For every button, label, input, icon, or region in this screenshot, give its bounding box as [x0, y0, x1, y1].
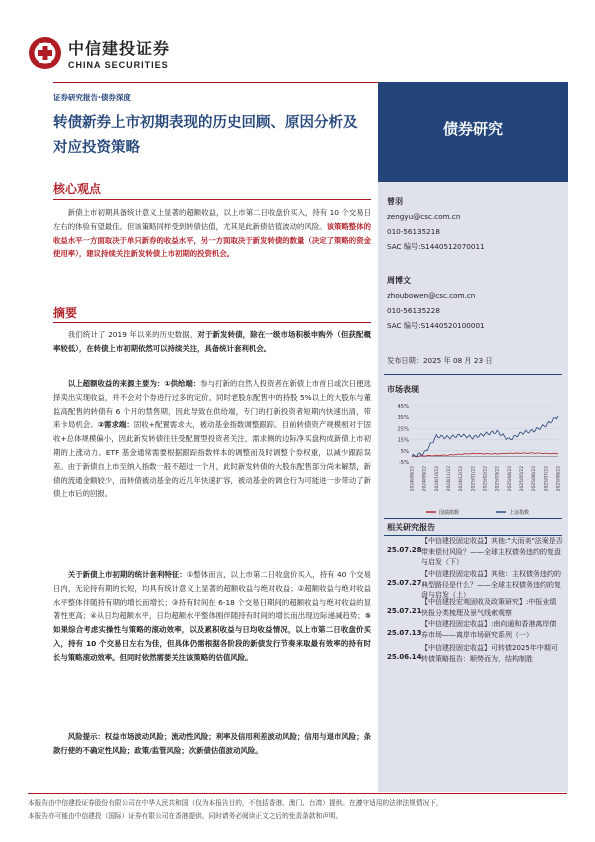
analyst-1-name: 曾羽 — [387, 197, 403, 206]
y-tick-label: 35% — [397, 415, 409, 422]
related-report-item[interactable] — [387, 536, 563, 568]
brand-mark-icon — [28, 36, 62, 70]
abstract-p1-a: 我们统计了 2019 年以来的历史数据， — [67, 330, 198, 339]
core-view-text-c: ，建议持续关注新发转债上市初期的投资机会。 — [78, 249, 235, 259]
core-view-rule — [53, 199, 371, 200]
related-top-rule — [384, 518, 562, 519]
analyst-2-sac: SAC 编号:S1440520100001 — [387, 321, 485, 330]
x-tick-label: 2025/03/22 — [495, 466, 501, 492]
analyst-1-sac: SAC 编号:S1440512070011 — [387, 242, 485, 251]
abstract-p3-c: ⑤如果综合考虑实操性与策略的滚动效率，以及累积收益与日均收益情况，以上市第二日收盘价买入，持有 10 个交易日左右为佳，但具体仍需根据各阶段的新债发行节奏来取最有效率的持有时长与策略滚动效率。但同时依然需要关注该策略的估值风险。 — [53, 611, 371, 662]
abstract-paragraph-3 — [53, 568, 371, 665]
related-report-item[interactable] — [387, 597, 563, 618]
abstract-paragraph-2 — [53, 377, 371, 501]
abstract-p3-a: 关于新债上市初期的统计套利特征： — [67, 570, 187, 579]
related-report-title[interactable]: 【中信建投固定收益】:南向通和香港离岸债券市场——离岸市场研究系列（一） — [421, 620, 557, 639]
related-report-title[interactable]: 【中信建投固定收益】其他：主权债务违约的典型路径是什么？——全球主权债务违约的复盘与启发（上） — [421, 570, 561, 599]
abstract-p3-b: ①整体而言，以上市第二日收盘价买入，持有 40 个交易日内，无论持有期的长短，均具有统计意义上显著的超额收益与绝对收益；②超额收益与绝对收益水平整体伴随持有期的增长而增长；③持有时间在 6-18 个交易日期间的超额收益与绝对收益的显著性更高；④从日均超额水平，日均超额水平整体刚伴随持有时间的增长而出现边际递减趋势； — [53, 570, 371, 621]
x-tick-label: 2024/10/22 — [434, 466, 440, 492]
x-tick-label: 2025/02/22 — [483, 466, 489, 492]
x-tick-label: 2024/11/22 — [447, 466, 452, 492]
brand-name-en: CHINA SECURITIES — [68, 60, 169, 70]
related-report-date: 25.07.13 — [387, 629, 422, 637]
abstract-p2-c: ②需求端： — [97, 420, 134, 430]
x-tick-label: 2025/04/22 — [507, 466, 513, 492]
analyst-2-email: zhoubowen@csc.com.cn — [387, 291, 476, 300]
analyst-2-phone: 010-56135228 — [387, 306, 440, 315]
market-heading: 市场表现 — [387, 385, 419, 394]
x-tick-label: 2025/07/22 — [544, 466, 550, 492]
abstract-p1-b: 对于新发转债，除在一级市场积极申购外（但获配概率较低），在转债上市初期依然可以持续关注，具备统计套利机会。 — [53, 330, 371, 353]
y-tick-label: 45% — [397, 404, 409, 410]
market-top-rule — [384, 374, 562, 375]
related-report-item[interactable] — [387, 643, 563, 664]
x-tick-label: 2025/08/22 — [556, 466, 562, 492]
related-heading: 相关研究报告 — [387, 523, 435, 532]
brand-logo — [28, 36, 170, 70]
y-tick-label: 5% — [400, 448, 409, 455]
x-tick-label: 2025/01/22 — [471, 466, 477, 492]
abstract-paragraph-1 — [53, 328, 371, 356]
core-view-text — [53, 206, 371, 261]
x-tick-label: 2024/09/22 — [422, 466, 428, 492]
abstract-p2-b: 参与打新的自然人投资者在新债上市首日或次日便选择卖出实现收益，并不会对个券进行过多的定价。同时老股东配售中的持股 5%以上的大股东与董监高配售的转债有 6 个月的禁售期，因此导致在供给端，专门的打新投资者短期内快速出清，带来卡局机会。 — [53, 379, 371, 430]
footer-rule — [28, 793, 567, 794]
y-tick-label: -5% — [398, 460, 409, 466]
risk-warning — [53, 730, 371, 758]
publish-date-value: 2025 年 08 月 23 日 — [422, 356, 493, 365]
market-chart — [386, 400, 562, 518]
abstract-heading: 摘要 — [53, 306, 78, 320]
y-tick-label: 25% — [397, 426, 409, 433]
legend-label: 上证指数 — [509, 510, 530, 516]
related-report-item[interactable] — [387, 569, 563, 601]
footer-line-1: 本报告由中信建投证券股份有限公司在中华人民共和国（仅为本报告目的，不包括香港、澳门、台湾）提供。在遵守适用的法律法规情况下， — [28, 799, 443, 807]
abstract-p2-a: 以上超额收益的来源主要为：①供给端： — [67, 379, 201, 388]
analyst-1-phone: 010-56135218 — [387, 227, 440, 236]
related-report-title[interactable]: 【中信建投固定收益】其他:"大而美"法案是否带来偿付风险？——全球主权债务违约的复盘与启发（下） — [421, 537, 563, 566]
related-report-title[interactable]: 【中信建投宏观固收及政策研究】:中报业绩快报分类梳理及景气线索观察 — [421, 598, 557, 617]
x-tick-label: 2025/06/22 — [532, 466, 538, 492]
related-report-date: 25.07.28 — [387, 546, 422, 554]
analyst-1-email: zengyu@csc.com.cn — [387, 212, 461, 221]
report-type-title: 债券研究 — [442, 120, 503, 138]
core-view-text-a: 新债上市初期具备统计意义上显著的超额收益，以上市第二日收盘价买入，持有 10 个交易日左右的体验有望最佳。但该策略同样受到转债估值，尤其是此新债估值波动的风险。 — [53, 208, 371, 231]
x-tick-label: 2025/05/22 — [520, 466, 525, 492]
analyst-2-name: 周博文 — [387, 276, 411, 285]
report-category: 证券研究报告·债券深度 — [53, 93, 131, 102]
related-report-date: 25.06.14 — [387, 653, 422, 661]
publish-date-label: 发布日期： — [387, 356, 423, 365]
legend-label: 国债指数 — [439, 510, 460, 516]
report-type-band — [378, 82, 568, 182]
related-report-item[interactable] — [387, 619, 563, 640]
related-report-date: 25.07.21 — [387, 607, 422, 615]
related-report-title[interactable]: 【中信建投固定收益】可转债2025年中期可转债策略报告：顺势而为，结构制胜 — [421, 644, 558, 663]
x-tick-label: 2024/12/22 — [459, 466, 465, 492]
brand-name-cn: 中信建投证券 — [68, 39, 171, 58]
report-title: 转债新券上市初期表现的历史回顾、原因分析及对应投资策略 — [53, 115, 358, 156]
series-line-0 — [412, 453, 558, 457]
risk-warning-text: 权益市场波动风险；流动性风险；利率及信用利差波动风险；信用与退市风险；条款行使的不确定性风险；政策/监管风险；次新债估值波动风险。 — [53, 732, 371, 755]
x-tick-label: 2024/08/22 — [410, 466, 416, 492]
core-view-text-b: 该策略整体的收益水平一方面取决于单只新券的收益水平，另一方面取决于新发转债的数量（决定了策略的资金使用率） — [53, 221, 371, 259]
publish-date — [387, 356, 493, 366]
related-report-date: 25.07.27 — [387, 579, 422, 587]
core-view-heading: 核心观点 — [53, 182, 102, 196]
y-tick-label: 15% — [397, 437, 409, 444]
footer-line-2: 本报告亦可能由中信建投（国际）证券有限公司在香港提供。同时请务必阅读正文之后的免责条款和声明。 — [28, 812, 343, 820]
abstract-p2-d: 固收+配置需求大，被动基金指数调整跟踪。目前转债资产规模相对于固收+总体规模偏小，因此新发转债往往受配置型投资者关注，需求侧的边际净买盘构成新债上市初期的上涨动力。ETF 基金通常需要根据跟踪指数样本的调整而及时调整个券权重，以减少跟踪误差。由于新债自上市至纳入指数一般不超过一个月，此时新发转债的大股东配售部分尚未解禁，新债的流通金额较少，而转债被动基金的近几年快速扩容，被动基金的调仓行为可能进一步带动了新债上市后的回报。 — [53, 420, 371, 499]
abstract-rule — [53, 322, 371, 323]
risk-warning-label: 风险提示： — [67, 732, 105, 741]
